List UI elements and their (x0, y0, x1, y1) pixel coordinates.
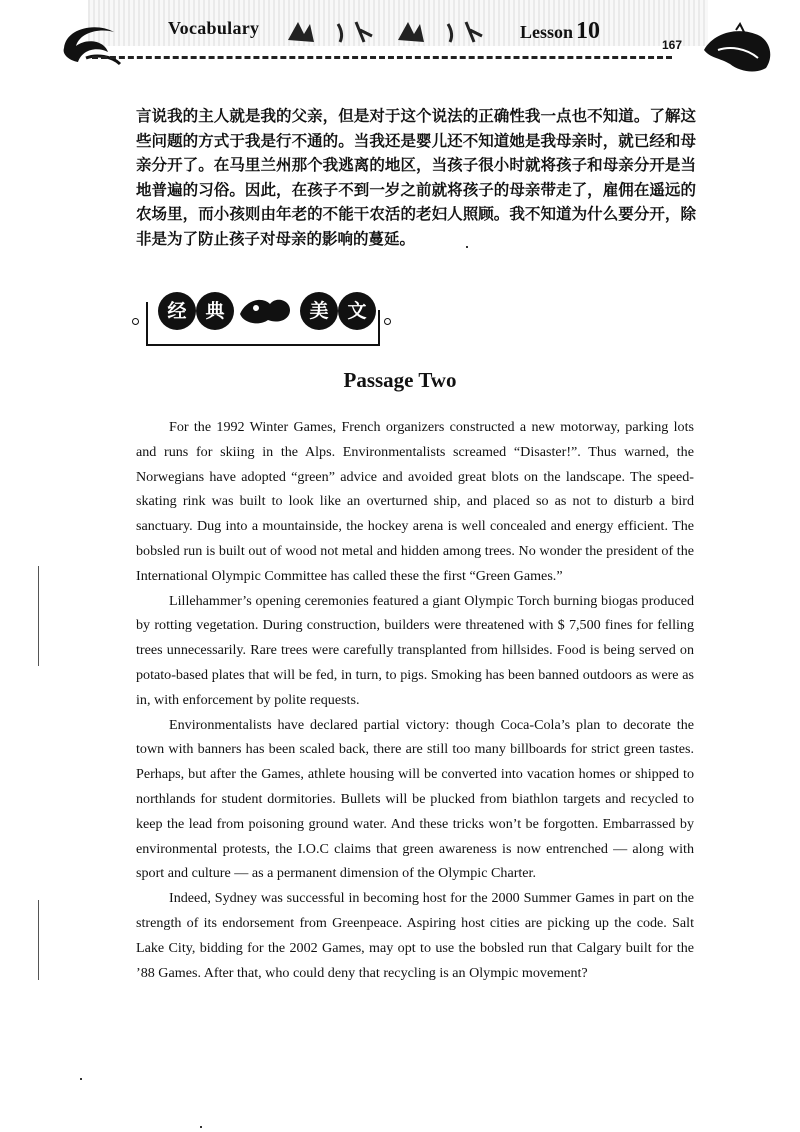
margin-scan-line (38, 900, 39, 980)
page-number: 167 (662, 38, 683, 52)
header-ornament-icon (280, 14, 500, 48)
scan-speck (200, 1126, 202, 1128)
banner-dot-right (384, 318, 391, 325)
passage-paragraph: For the 1992 Winter Games, French organizers constructed a new motorway, parking lots and runs for skiing in the Alps. Environmentalists screamed “Disaster!”. Thus warned, the Norwegians have adopted “green” advice and avoided great blots on the landscape. The speed-skating rink was built to look like an overturned ship, and placed so as not to disturb a bird sanctuary. Dug into a mountainside, the hockey arena is well concealed and energy efficient. The bobsled run is built out of wood not metal and hidden among trees. No wonder the president of the International Olympic Committee has called these the first “Green Games.” (136, 419, 694, 584)
passage-paragraph: Lillehammer’s opening ceremonies featured a giant Olympic Torch burning biogas produced by rotting vegetation. During construction, builders were threatened with $ 7,500 fines for felling trees unnecessarily. Rare trees were carefully transplanted from hillsides. Food is being served on potato-based plates that will be fed, in turn, to pigs. Smoking has been banned outdoors as were as in, with enforcement by polite requests. (136, 592, 694, 708)
header-section-label: Vocabulary (168, 18, 260, 38)
swirl-logo-icon (56, 18, 126, 68)
passage-paragraph: Indeed, Sydney was successful in becoming host for the 2000 Summer Games in part on the strength of its endorsement from Greenpeace. Aspiring host cities are picking up the code. Salt Lake City, bidding for the 2002 Games, may opt to use the bobsled run that Calgary built for the ’88 Games. After that, who could deny that recycling is an Olympic movement? (136, 890, 694, 981)
passage-paragraph: Environmentalists have declared partial victory: though Coca-Cola’s plan to decorate the town with banners has been scaled back, there are still too many billboards for strict green tastes. Perhaps, but after the Games, athlete housing will be converted into vacation homes or shipped to northlands for student dormitories. Bullets will be plucked from biathlon targets and recycled to keep the lead from poisoning ground water. And these tricks won’t be forgotten. Embarrassed by environmental protests, the I.O.C claims that green awareness is now entrenched — along with sport and culture — as a permanent dimension of the Olympic Charter. (136, 716, 694, 882)
scan-speck (80, 1078, 82, 1080)
header-lesson-label: Lesson (520, 22, 574, 42)
margin-scan-line (38, 566, 39, 666)
passage-body (136, 415, 694, 985)
header-lesson (520, 18, 600, 45)
chinese-translation-paragraph: 言说我的主人就是我的父亲，但是对于这个说法的正确性我一点也不知道。了解这些问题的方式于我是行不通的。当我还是婴儿还不知道她是我母亲时，就已经和母亲分开了。在马里兰州那个我逃离的地区，当孩子很小时就将孩子和母亲分开是当地普遍的习俗。因此，在孩子不到一岁之前就将孩子的母亲带走了，雇佣在遥远的农场里，而小孩则由年老的不能干农活的老妇人照顾。我不知道为什么要分开，除非是为了防止孩子对母亲的影响的蔓延。 (136, 107, 696, 248)
passage-title: Passage Two (343, 368, 457, 392)
banner-char-badge: 典 (196, 292, 234, 330)
scan-speck (466, 246, 468, 248)
banner-char-badge: 经 (158, 292, 196, 330)
banner-flower-icon (236, 292, 294, 328)
section-banner (132, 288, 396, 348)
banner-char-badge: 美 (300, 292, 338, 330)
header-dashed-rule (92, 56, 672, 59)
header-lesson-number: 10 (576, 18, 601, 44)
page-header (0, 0, 800, 80)
banner-dot-left (132, 318, 139, 325)
banner-char-badge: 文 (338, 292, 376, 330)
leaf-ornament-icon (700, 22, 776, 78)
